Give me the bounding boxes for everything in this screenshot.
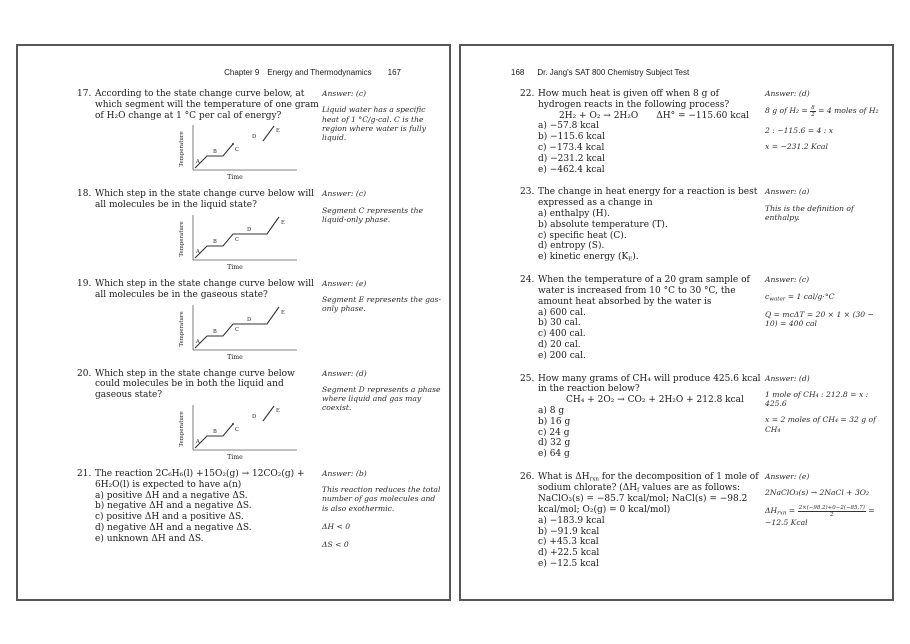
option-d: d) −231.2 kcal: [538, 153, 606, 164]
work-text: = 4 moles of H₂: [815, 106, 879, 116]
answer-note-dh: ΔH < 0: [322, 521, 351, 531]
segment-label-c: C: [235, 426, 239, 433]
option-b: b) −115.6 kcal: [538, 132, 606, 143]
temperature-axis-label: Temperature: [179, 131, 185, 168]
answer-label: Answer: (d): [765, 89, 810, 98]
option-e: e) unknown ΔH and ΔS.: [95, 533, 204, 544]
curve-segments-abc: [195, 424, 233, 448]
question-number: 18.: [77, 189, 92, 200]
state-change-diagram: [173, 213, 321, 271]
answer-explanation: This is the definition of enthalpy.: [765, 203, 854, 222]
options-list: [538, 209, 764, 263]
question-22: [520, 89, 886, 175]
answer-label: Answer: (d): [765, 373, 810, 383]
question-text: [95, 469, 321, 545]
question-26: [520, 472, 886, 570]
question-19-answer: [321, 279, 443, 314]
left-page-header: [77, 68, 443, 78]
reaction-equation: [566, 395, 744, 405]
question-text-run: for the decomposition of 1 mole of sodium chlorate? (ΔH: [538, 472, 759, 494]
question-25: [520, 374, 886, 460]
curve-endpoint-dot: [232, 423, 234, 425]
answer-work-line2: [765, 505, 886, 528]
fraction-numerator: 2×(−98.2)+0−2(−85.7): [798, 504, 865, 511]
answer-label: Answer: (a): [765, 187, 810, 197]
answer-label: Answer: (d): [322, 368, 367, 378]
fraction-numerator: 8: [811, 105, 815, 112]
option-b: b) −91.9 kcal: [538, 526, 600, 537]
answer-label: Answer: (b): [322, 468, 367, 478]
option-b: b) absolute temperature (T).: [538, 219, 668, 230]
option-b: b) 30 cal.: [538, 318, 581, 329]
question-number: 17.: [77, 89, 92, 99]
state-change-curve-svg: [173, 213, 301, 271]
answer-work-line2: x = 2 moles of CH₄ = 32 g of CH₄: [765, 415, 876, 434]
equation-left: 2H₂ + O₂ → 2H₂O: [559, 110, 639, 121]
options-list: [538, 516, 764, 570]
segment-label-b: B: [213, 238, 217, 245]
question-number: 20.: [77, 368, 92, 379]
question-text-run: How much heat is given off when 8 g of hydrogen reacts in the following process?: [538, 89, 730, 110]
answer-label: Answer: (c): [322, 189, 367, 199]
segment-label-d: D: [247, 316, 252, 323]
state-change-diagram: [173, 123, 321, 181]
question-21-answer: [321, 469, 443, 550]
segment-label-c: C: [235, 147, 239, 154]
time-axis-label: Time: [227, 174, 243, 182]
question-text-run: values are as follows: NaClO₃(s) = −85.7 kcal/mol; NaCl(s) = −98.2 kcal/mol; O₂(g) = 0 kcal/mol): [538, 483, 748, 515]
question-26-main: [520, 472, 764, 570]
segment-label-a: A: [196, 159, 200, 166]
fraction: [798, 505, 866, 518]
left-page: [16, 44, 451, 601]
question-text: [538, 187, 764, 263]
question-text: Which step in the state change curve below will all molecules be in the liquid state?: [95, 189, 314, 211]
question-24-answer: [764, 275, 886, 328]
segment-label-e: E: [276, 128, 280, 135]
question-text: [538, 374, 764, 460]
answer-work-line2: Q = mcΔT = 20 × 1 × (30 − 10) = 400 cal: [765, 309, 874, 328]
segment-label-c: C: [235, 326, 239, 333]
question-22-main: [520, 89, 764, 175]
question-text-run: The change in heat energy for a reaction is best expressed as a change in: [538, 187, 758, 209]
work-text: ΔH: [765, 505, 778, 515]
question-26-answer: [764, 472, 886, 527]
question-21: [77, 469, 443, 550]
option-c: c) +45.3 kcal: [538, 537, 599, 548]
option-e: e) −12.5 kcal: [538, 558, 599, 569]
question-17-main: [77, 89, 321, 181]
answer-explanation: Segment D represents a phase where liquid and gas may coexist.: [322, 384, 441, 413]
segment-label-e: E: [276, 407, 280, 414]
option-a: a) −183.9 kcal: [538, 515, 605, 526]
question-24-main: [520, 275, 764, 361]
question-subscript: rxn: [589, 476, 599, 483]
answer-work-line1: [765, 105, 886, 118]
question-22-answer: [764, 89, 886, 151]
question-17: [77, 89, 443, 181]
question-text: According to the state change curve below, at which segment will the temperature of one gram of H₂O change at 1 °C per cal of energy?: [95, 89, 319, 121]
question-23-main: [520, 187, 764, 263]
time-axis-label: Time: [227, 353, 243, 361]
equation-text: CH₄ + 2O₂ → CO₂ + 2H₂O + 212.8 kcal: [566, 395, 744, 406]
page-number: 167: [387, 68, 401, 77]
chapter-title: Energy and Thermodynamics: [267, 68, 372, 77]
time-axis-label: Time: [227, 453, 243, 461]
question-number: 23.: [520, 187, 535, 198]
state-change-diagram: [173, 303, 321, 361]
answer-work-line1: 1 mole of CH₄ : 212.8 = x : 425.6: [765, 389, 869, 409]
temperature-axis-label: Temperature: [179, 411, 185, 447]
answer-explanation: Segment C represents the liquid-only phase.: [322, 205, 424, 224]
question-text: Which step in the state change curve below will all molecules be in the gaseous state?: [95, 278, 314, 300]
answer-work-line1: [765, 292, 886, 303]
question-text: Which step in the state change curve below could molecules be in both the liquid and gaseous state?: [95, 368, 295, 401]
segment-label-e: E: [281, 309, 285, 316]
option-c: c) 24 g: [538, 427, 570, 438]
state-change-curve-svg: [173, 403, 301, 461]
question-21-main: [77, 469, 321, 545]
work-subscript: rxn: [777, 510, 787, 517]
option-e: e) −462.4 kcal: [538, 164, 605, 175]
segment-label-b: B: [213, 328, 217, 335]
segment-label-d: D: [252, 134, 257, 141]
options-list: [95, 491, 321, 545]
option-text: ).: [632, 252, 639, 263]
option-e: e) 200 cal.: [538, 350, 586, 361]
option-a: a) 8 g: [538, 406, 565, 417]
work-subscript: water: [769, 296, 786, 302]
question-18-main: [77, 189, 321, 271]
page-number: 168: [511, 68, 525, 77]
segment-label-b: B: [213, 149, 217, 156]
segment-label-c: C: [235, 236, 239, 243]
book-title: Dr. Jang's SAT 800 Chemistry Subject Test: [537, 68, 690, 77]
option-e: e) 64 g: [538, 449, 570, 460]
state-change-curve-svg: [173, 303, 301, 361]
question-19-main: [77, 279, 321, 361]
work-text: c: [765, 291, 770, 301]
state-change-diagram: [173, 403, 321, 461]
question-25-main: [520, 374, 764, 460]
option-a: a) 600 cal.: [538, 307, 586, 318]
option-e: [538, 252, 764, 263]
options-list: [538, 308, 764, 362]
option-c: c) 400 cal.: [538, 329, 586, 340]
right-page-header: [511, 68, 886, 78]
segment-label-b: B: [213, 428, 217, 435]
answer-label: Answer: (c): [765, 275, 810, 285]
fraction-denominator: 2: [811, 112, 815, 119]
option-c: c) −173.4 kcal: [538, 142, 605, 153]
question-text: [538, 472, 764, 570]
question-20-main: [77, 369, 321, 461]
question-number: 24.: [520, 275, 535, 286]
time-axis-label: Time: [227, 263, 243, 271]
segment-label-a: A: [196, 338, 200, 345]
temperature-axis-label: Temperature: [179, 310, 185, 347]
fraction-denominator: 2: [829, 511, 834, 518]
curve-endpoint-dot: [232, 143, 234, 145]
question-text: [538, 89, 764, 175]
option-b: b) negative ΔH and a negative ΔS.: [95, 501, 252, 512]
option-d: d) +22.5 kcal: [538, 548, 600, 559]
work-text: 8 g of H₂ =: [765, 106, 811, 116]
answer-explanation: Liquid water has a specific heat of 1 °C/g-cal. C is the region where water is fully liquid.: [322, 105, 426, 142]
answer-label: Answer: (e): [322, 278, 367, 288]
option-a: a) positive ΔH and a negative ΔS.: [95, 490, 248, 501]
question-18-answer: [321, 189, 443, 224]
question-number: 22.: [520, 89, 535, 99]
curve-segment-e: [263, 406, 274, 421]
reaction-equation: [559, 111, 764, 122]
segment-label-d: D: [252, 413, 257, 420]
option-c: c) specific heat (C).: [538, 230, 627, 241]
chapter-label: Chapter 9: [224, 68, 260, 77]
answer-work-line1: 2NaClO₃(s) → 2NaCl + 3O₂: [765, 488, 870, 498]
segment-label-e: E: [281, 219, 285, 226]
question-number: 21.: [77, 468, 92, 479]
option-d: d) negative ΔH and a negative ΔS.: [95, 522, 252, 533]
work-text: = 1 cal/g·°C: [785, 291, 835, 301]
option-a: a) enthalpy (H).: [538, 208, 610, 219]
question-number: 26.: [520, 472, 535, 482]
question-25-answer: [764, 374, 886, 434]
question-20-answer: [321, 369, 443, 413]
curve-segments-abc: [195, 144, 233, 168]
question-18: [77, 189, 443, 271]
answer-explanation: This reaction reduces the total number of gas molecules and is also exothermic.: [322, 485, 441, 513]
option-d: d) entropy (S).: [538, 241, 605, 252]
option-d: d) 20 cal.: [538, 340, 581, 351]
segment-label-a: A: [196, 248, 200, 255]
answer-work-line2: 2 : −115.6 = 4 : x: [765, 125, 834, 135]
question-19: [77, 279, 443, 361]
answer-label: Answer: (e): [765, 472, 810, 481]
segment-label-d: D: [247, 226, 252, 233]
question-subscript: f: [637, 487, 640, 494]
option-b: b) 16 g: [538, 416, 571, 427]
question-number: 19.: [77, 278, 92, 289]
question-17-answer: [321, 89, 443, 142]
right-page: [459, 44, 894, 601]
question-23-answer: [764, 187, 886, 222]
temperature-axis-label: Temperature: [179, 221, 185, 257]
curve-segment-e: [263, 126, 274, 141]
answer-note-ds: ΔS < 0: [322, 540, 349, 550]
state-change-curve-svg: [173, 123, 301, 181]
question-20: [77, 369, 443, 461]
work-text: = −12.5 Kcal: [765, 505, 875, 527]
option-subscript: E: [628, 256, 633, 263]
answer-work-line3: x = −231.2 Kcal: [765, 141, 828, 151]
question-text-run: How many grams of CH₄ will produce 425.6 kcal in the reaction below?: [538, 373, 761, 395]
work-text: =: [786, 505, 798, 515]
question-24: [520, 275, 886, 361]
equation-enthalpy: ΔH° = −115.60 kcal: [656, 110, 750, 121]
option-text: e) kinetic energy (K: [538, 252, 629, 263]
question-text-run: What is ΔH: [538, 472, 590, 482]
question-text-run: The reaction 2C₆H₆(l) +15O₂(g) → 12CO₂(g) + 6H₂O(l) is expected to have a(n): [95, 468, 305, 490]
answer-explanation: Segment E represents the gas-only phase.: [322, 295, 442, 314]
segment-label-a: A: [196, 438, 200, 445]
options-list: [538, 406, 764, 460]
question-text-run: When the temperature of a 20 gram sample of water is increased from 10 °C to 30 °C, the amount heat absorbed by the water is: [538, 275, 750, 307]
question-text: [538, 275, 764, 361]
answer-label: Answer: (c): [322, 89, 367, 98]
option-d: d) 32 g: [538, 438, 571, 449]
question-number: 25.: [520, 373, 535, 384]
question-23: [520, 187, 886, 263]
option-a: a) −57.8 kcal: [538, 121, 599, 132]
options-list: [538, 121, 764, 175]
option-c: c) positive ΔH and a positive ΔS.: [95, 512, 244, 523]
